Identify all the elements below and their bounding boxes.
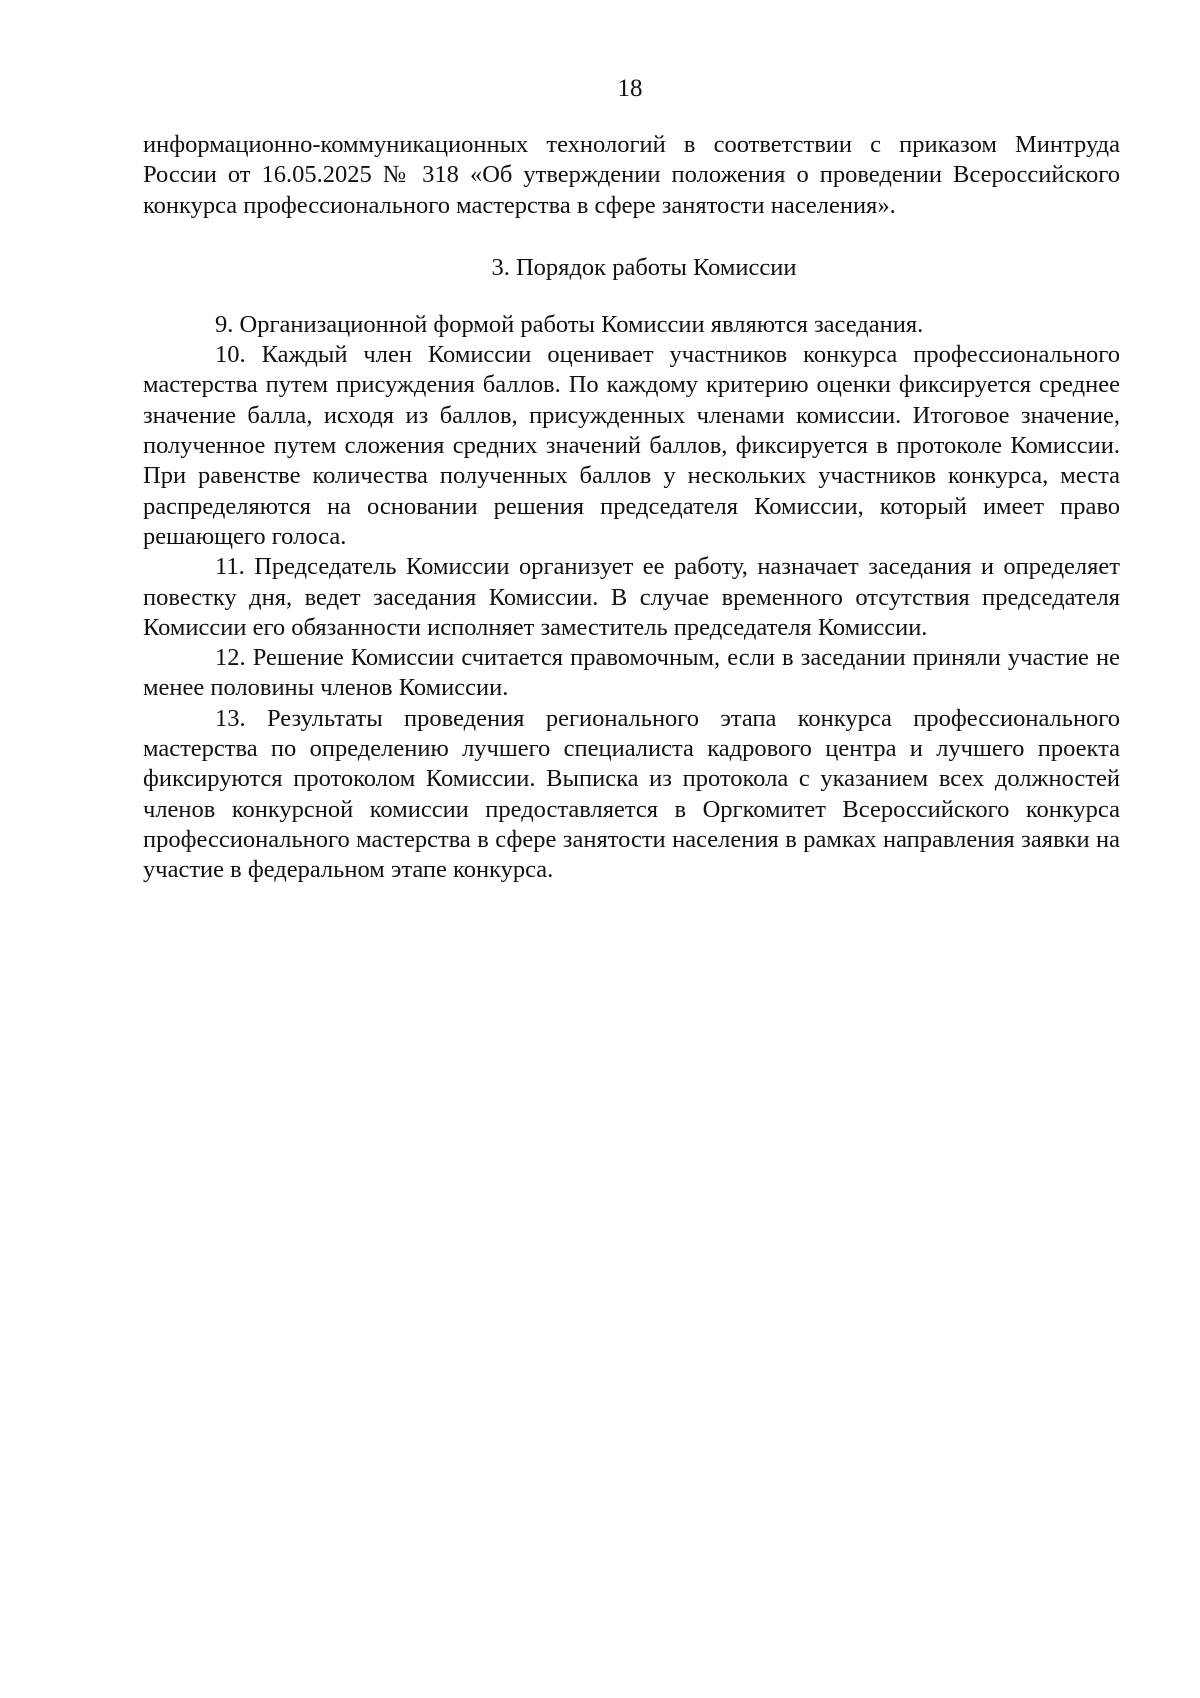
document-body [143,130,1120,886]
paragraph-item-11: 11. Председатель Комиссии организует ее работу, назначает заседания и определяет повестку дня, ведет заседания Комиссии. В случае временного отсутствия председателя Комиссии его обязанности исполняет заместитель председателя Комиссии. [143,553,1120,641]
section-title: 3. Порядок работы Комиссии [491,253,797,281]
paragraph-item-10: 10. Каждый член Комиссии оценивает участников конкурса профессионального мастерства путем присуждения баллов. По каждому критерию оценки фиксируется среднее значение балла, исходя из баллов, присужденных членами комиссии. Итоговое значение, полученное путем сложения средних значений баллов, фиксируется в протоколе Комиссии. При равенстве количества полученных баллов у нескольких участников конкурса, места распределяются на основании решения председателя Комиссии, который имеет право решающего голоса. [143,341,1120,550]
page-number: 18 [617,75,643,102]
paragraph-item-12: 12. Решение Комиссии считается правомочным, если в заседании приняли участие не менее половины членов Комиссии. [143,644,1120,702]
paragraph-item-13: 13. Результаты проведения регионального этапа конкурса профессионального мастерства по определению лучшего специалиста кадрового центра и лучшего проекта фиксируются протоколом Комиссии. Выписка из протокола с указанием всех должностей членов конкурсной комиссии предоставляется в Оргкомитет Всероссийского конкурса профессионального мастерства в сфере занятости населения в рамках направления заявки на участие в федеральном этапе конкурса. [143,704,1120,884]
paragraph-item-9: 9. Организационной формой работы Комиссии являются заседания. [215,310,924,338]
intro-paragraph: информационно-коммуникационных технологий в соответствии с приказом Минтруда России от 16.05.2025 № 318 «Об утверждении положения о проведении Всероссийского конкурса профессионального мастерства в сфере занятости населения». [143,131,1120,219]
